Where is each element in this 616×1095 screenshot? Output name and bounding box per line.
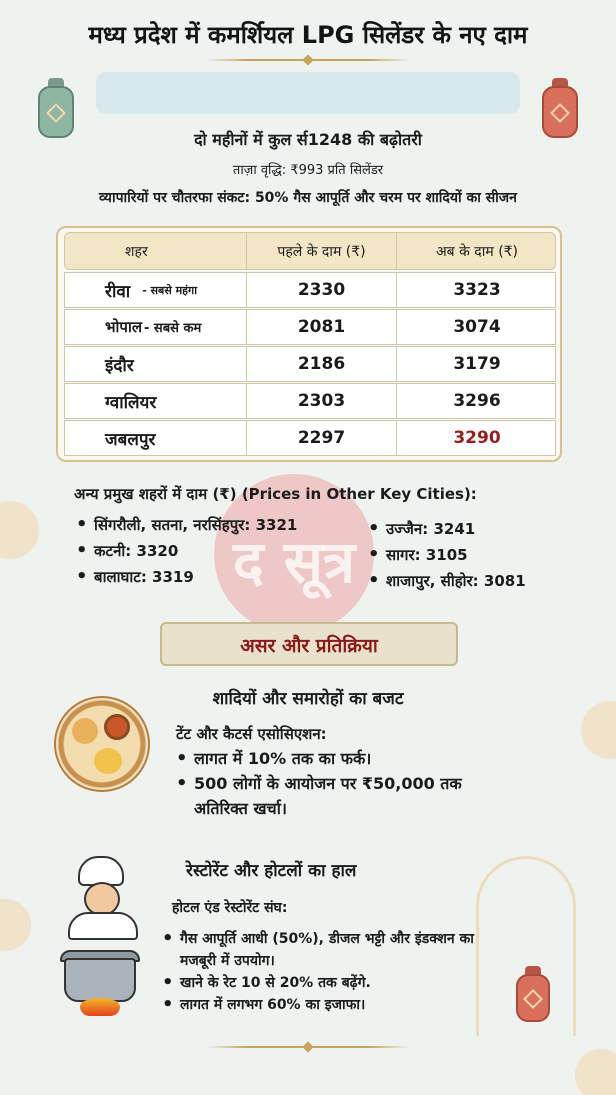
list-item: • लागत में लगभग 60% का इजाफा। — [160, 994, 490, 1016]
title-divider-ornament — [302, 54, 313, 65]
row-city — [65, 310, 247, 344]
row-new-price: 3296 — [453, 391, 501, 411]
wedding-heading: शादियों और समारोहों का बजट — [212, 689, 404, 709]
list-item: • लागत में 10% तक का फर्क। — [174, 746, 514, 771]
header-new-price: अब के दाम (₹) — [435, 243, 519, 260]
list-item: • सिंगरौली, सतना, नरसिंहपुर: 3321 — [74, 512, 374, 538]
header-city: शहर — [65, 233, 247, 269]
row-city — [65, 273, 247, 307]
list-item: • खाने के रेट 10 से 20% तक बढ़ेंगे. — [160, 972, 490, 994]
corner-decoration-left — [0, 480, 60, 580]
headline: दो महीनों में कुल र्स1248 की बढ़ोतरी — [194, 130, 422, 149]
list-item: • कटनी: 3320 — [74, 538, 374, 564]
row-city — [65, 384, 247, 418]
cooking-pot-icon — [64, 958, 136, 1002]
hotel-points — [160, 928, 490, 1016]
row-old-price: 2303 — [247, 384, 397, 418]
wedding-subheading: टेंट और कैटर्स एसोसिएशन: — [176, 725, 327, 743]
list-item: • उज्जैन: 3241 — [366, 516, 606, 542]
city-name: जबलपुर — [105, 429, 156, 450]
row-old-price: 2081 — [247, 310, 397, 344]
city-name: इंदौर — [105, 355, 134, 376]
bottom-divider-ornament — [302, 1041, 313, 1052]
table-row — [64, 383, 556, 419]
row-new-price: 3323 — [453, 280, 501, 300]
list-item: • गैस आपूर्ति आधी (50%), डीजल भट्टी और इंडक्शन का मजबूरी में उपयोग। — [160, 928, 490, 972]
wedding-points — [174, 746, 514, 821]
other-cities-heading: अन्य प्रमुख शहरों में दाम (₹) (Prices in Other Key Cities): — [74, 485, 477, 503]
row-new-price-highlight: 3290 — [453, 428, 501, 448]
table-row — [64, 309, 556, 345]
crisis-subtitle: व्यापारियों पर चौतरफा संकट: 50% गैस आपूर्ति और चरम पर शादियों का सीजन — [99, 190, 517, 206]
table-row — [64, 272, 556, 308]
row-old-price: 2186 — [247, 347, 397, 381]
city-name: ग्वालियर — [105, 392, 157, 413]
corner-decoration-bottom-left — [0, 880, 50, 970]
row-old-price: 2330 — [247, 273, 397, 307]
row-city — [65, 347, 247, 381]
city-name: रीवा — [105, 281, 131, 302]
flame-icon — [80, 998, 120, 1016]
hotel-subheading: होटल एंड रेस्टोरेंट संघ: — [172, 900, 288, 916]
other-cities-list-right — [366, 516, 606, 594]
row-old-price: 2297 — [247, 421, 397, 455]
latest-increase: ताज़ा वृद्धि: ₹993 प्रति सिलेंडर — [232, 163, 384, 178]
effects-title: असर और प्रतिक्रिया — [240, 635, 378, 657]
table-row — [64, 420, 556, 456]
header-old-price: पहले के दाम (₹) — [247, 233, 397, 269]
list-item: • शाजापुर, सीहोर: 3081 — [366, 568, 606, 594]
page-title: मध्य प्रदेश में कमर्शियल LPG सिलेंडर के नए दाम — [88, 21, 528, 49]
watermark-text: द सूत्र — [232, 528, 356, 596]
row-new-price: 3074 — [453, 317, 501, 337]
city-note: - सबसे कम — [144, 321, 202, 336]
lpg-cylinder-red-icon — [516, 966, 550, 1022]
food-plate-icon — [54, 696, 150, 792]
city-name: भोपाल — [105, 318, 143, 336]
corner-decoration-bottom-right — [556, 1030, 616, 1095]
city-note: - सबसे महंगा — [142, 283, 198, 297]
hotel-heading: रेस्टोरेंट और होटलों का हाल — [186, 861, 357, 881]
row-city — [65, 421, 247, 455]
table-header-row — [64, 232, 556, 270]
list-item: • बालाघाट: 3319 — [74, 564, 374, 590]
row-new-price: 3179 — [453, 354, 501, 374]
list-item: • सागर: 3105 — [366, 542, 606, 568]
header-banner-bar — [96, 72, 520, 114]
list-item: • 500 लोगों के आयोजन पर ₹50,000 तक अतिरिक्त खर्चा। — [174, 771, 514, 821]
table-row — [64, 346, 556, 382]
chef-body-icon — [68, 912, 138, 940]
chef-face-icon — [84, 882, 120, 916]
other-cities-list-left — [74, 512, 374, 590]
price-table — [56, 226, 562, 462]
